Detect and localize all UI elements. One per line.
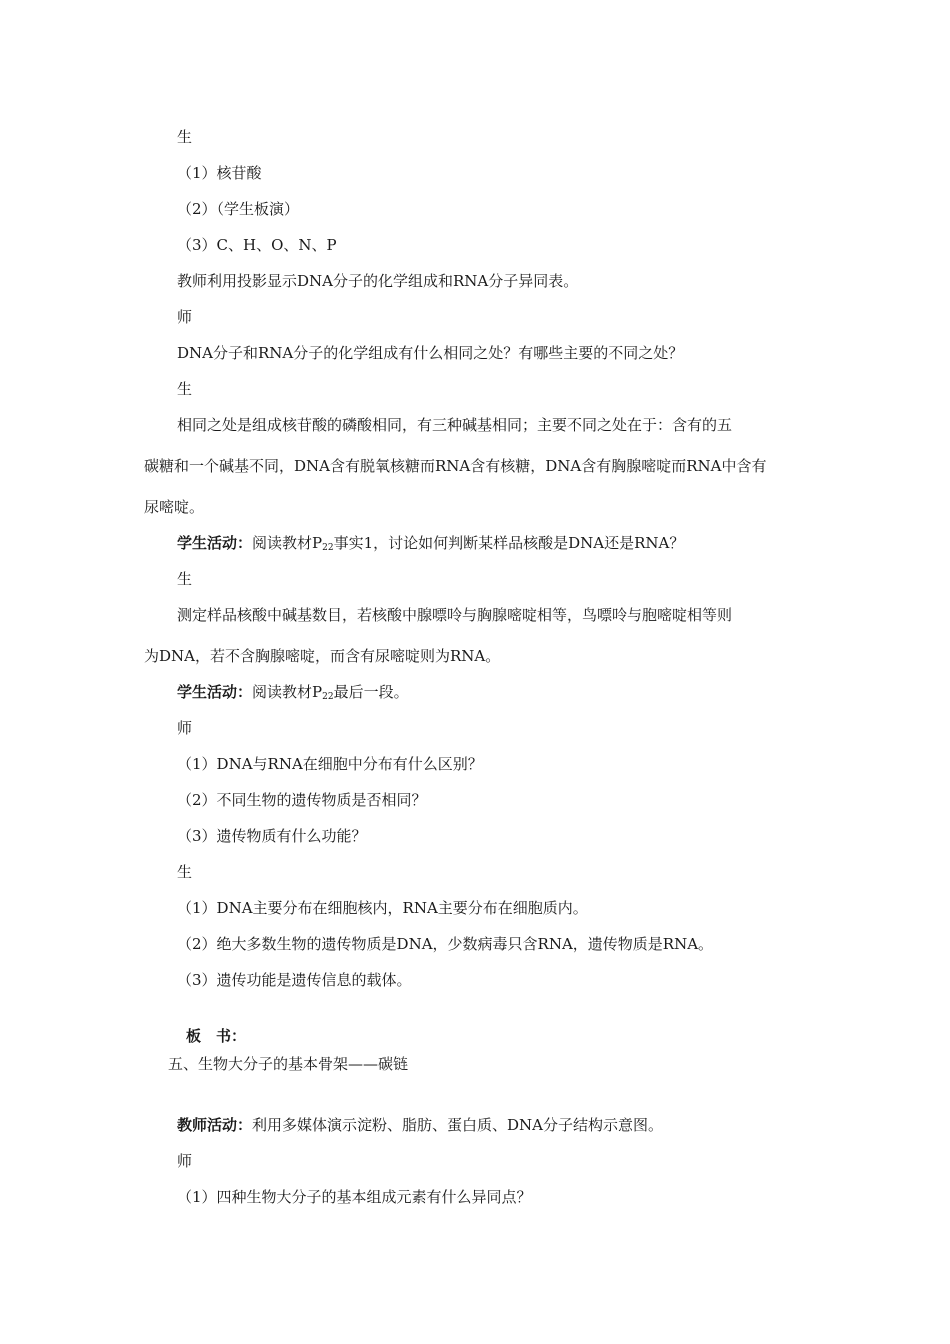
paragraph: 碳糖和一个碱基不同，DNA含有脱氧核糖而RNA含有核糖，DNA含有胸腺嘧啶而RNA中含有 (144, 457, 767, 475)
question-line: （1）四种生物大分子的基本组成元素有什么异同点？ (177, 1188, 532, 1206)
student-label: 生 (177, 863, 193, 881)
question-line: （2）不同生物的遗传物质是否相同？ (177, 791, 427, 809)
activity-text: 阅读教材P (252, 683, 323, 701)
teacher-label: 师 (177, 308, 193, 326)
question-line: （1）DNA与RNA在细胞中分布有什么区别？ (177, 755, 483, 773)
answer-line: （3）C、H、O、N、P (177, 236, 337, 254)
section-title: 五、生物大分子的基本骨架——碳链 (168, 1055, 409, 1073)
answer-line: （2）（学生板演） (177, 200, 300, 218)
subscript: 22 (322, 543, 334, 553)
paragraph: 教师利用投影显示DNA分子的化学组成和RNA分子异同表。 (177, 272, 579, 290)
teacher-label: 师 (177, 719, 193, 737)
answer-line: （1）DNA主要分布在细胞核内，RNA主要分布在细胞质内。 (177, 899, 588, 917)
question-line: （3）遗传物质有什么功能？ (177, 827, 367, 845)
activity-label: 学生活动： (177, 534, 253, 552)
activity-line (177, 1115, 817, 1135)
activity-line (177, 682, 817, 707)
activity-text: 阅读教材P (252, 534, 323, 552)
answer-line: （2）绝大多数生物的遗传物质是DNA，少数病毒只含RNA，遗传物质是RNA。 (177, 935, 714, 953)
subscript: 22 (322, 692, 334, 702)
paragraph: 相同之处是组成核苷酸的磷酸相同，有三种碱基相同；主要不同之处在于：含有的五 (177, 416, 733, 434)
paragraph: 测定样品核酸中碱基数目，若核酸中腺嘌呤与胸腺嘧啶相等，鸟嘌呤与胞嘧啶相等则 (177, 606, 733, 624)
activity-text: 事实1，讨论如何判断某样品核酸是DNA还是RNA？ (333, 534, 685, 552)
teacher-label: 师 (177, 1152, 193, 1170)
paragraph: 尿嘧啶。 (144, 498, 205, 516)
question-line: DNA分子和RNA分子的化学组成有什么相同之处？有哪些主要的不同之处？ (177, 344, 684, 362)
activity-text: 最后一段。 (333, 683, 409, 701)
answer-line: （3）遗传功能是遗传信息的载体。 (177, 971, 412, 989)
student-label: 生 (177, 380, 193, 398)
activity-label: 教师活动： (177, 1116, 253, 1134)
answer-line: （1）核苷酸 (177, 164, 262, 182)
student-label: 生 (177, 570, 193, 588)
activity-label: 学生活动： (177, 683, 253, 701)
activity-line (177, 533, 817, 558)
student-label: 生 (177, 128, 193, 146)
blackboard-heading: 板 书： (186, 1027, 247, 1045)
activity-text: 利用多媒体演示淀粉、脂肪、蛋白质、DNA分子结构示意图。 (252, 1116, 664, 1134)
paragraph: 为DNA，若不含胸腺嘧啶，而含有尿嘧啶则为RNA。 (144, 647, 501, 665)
